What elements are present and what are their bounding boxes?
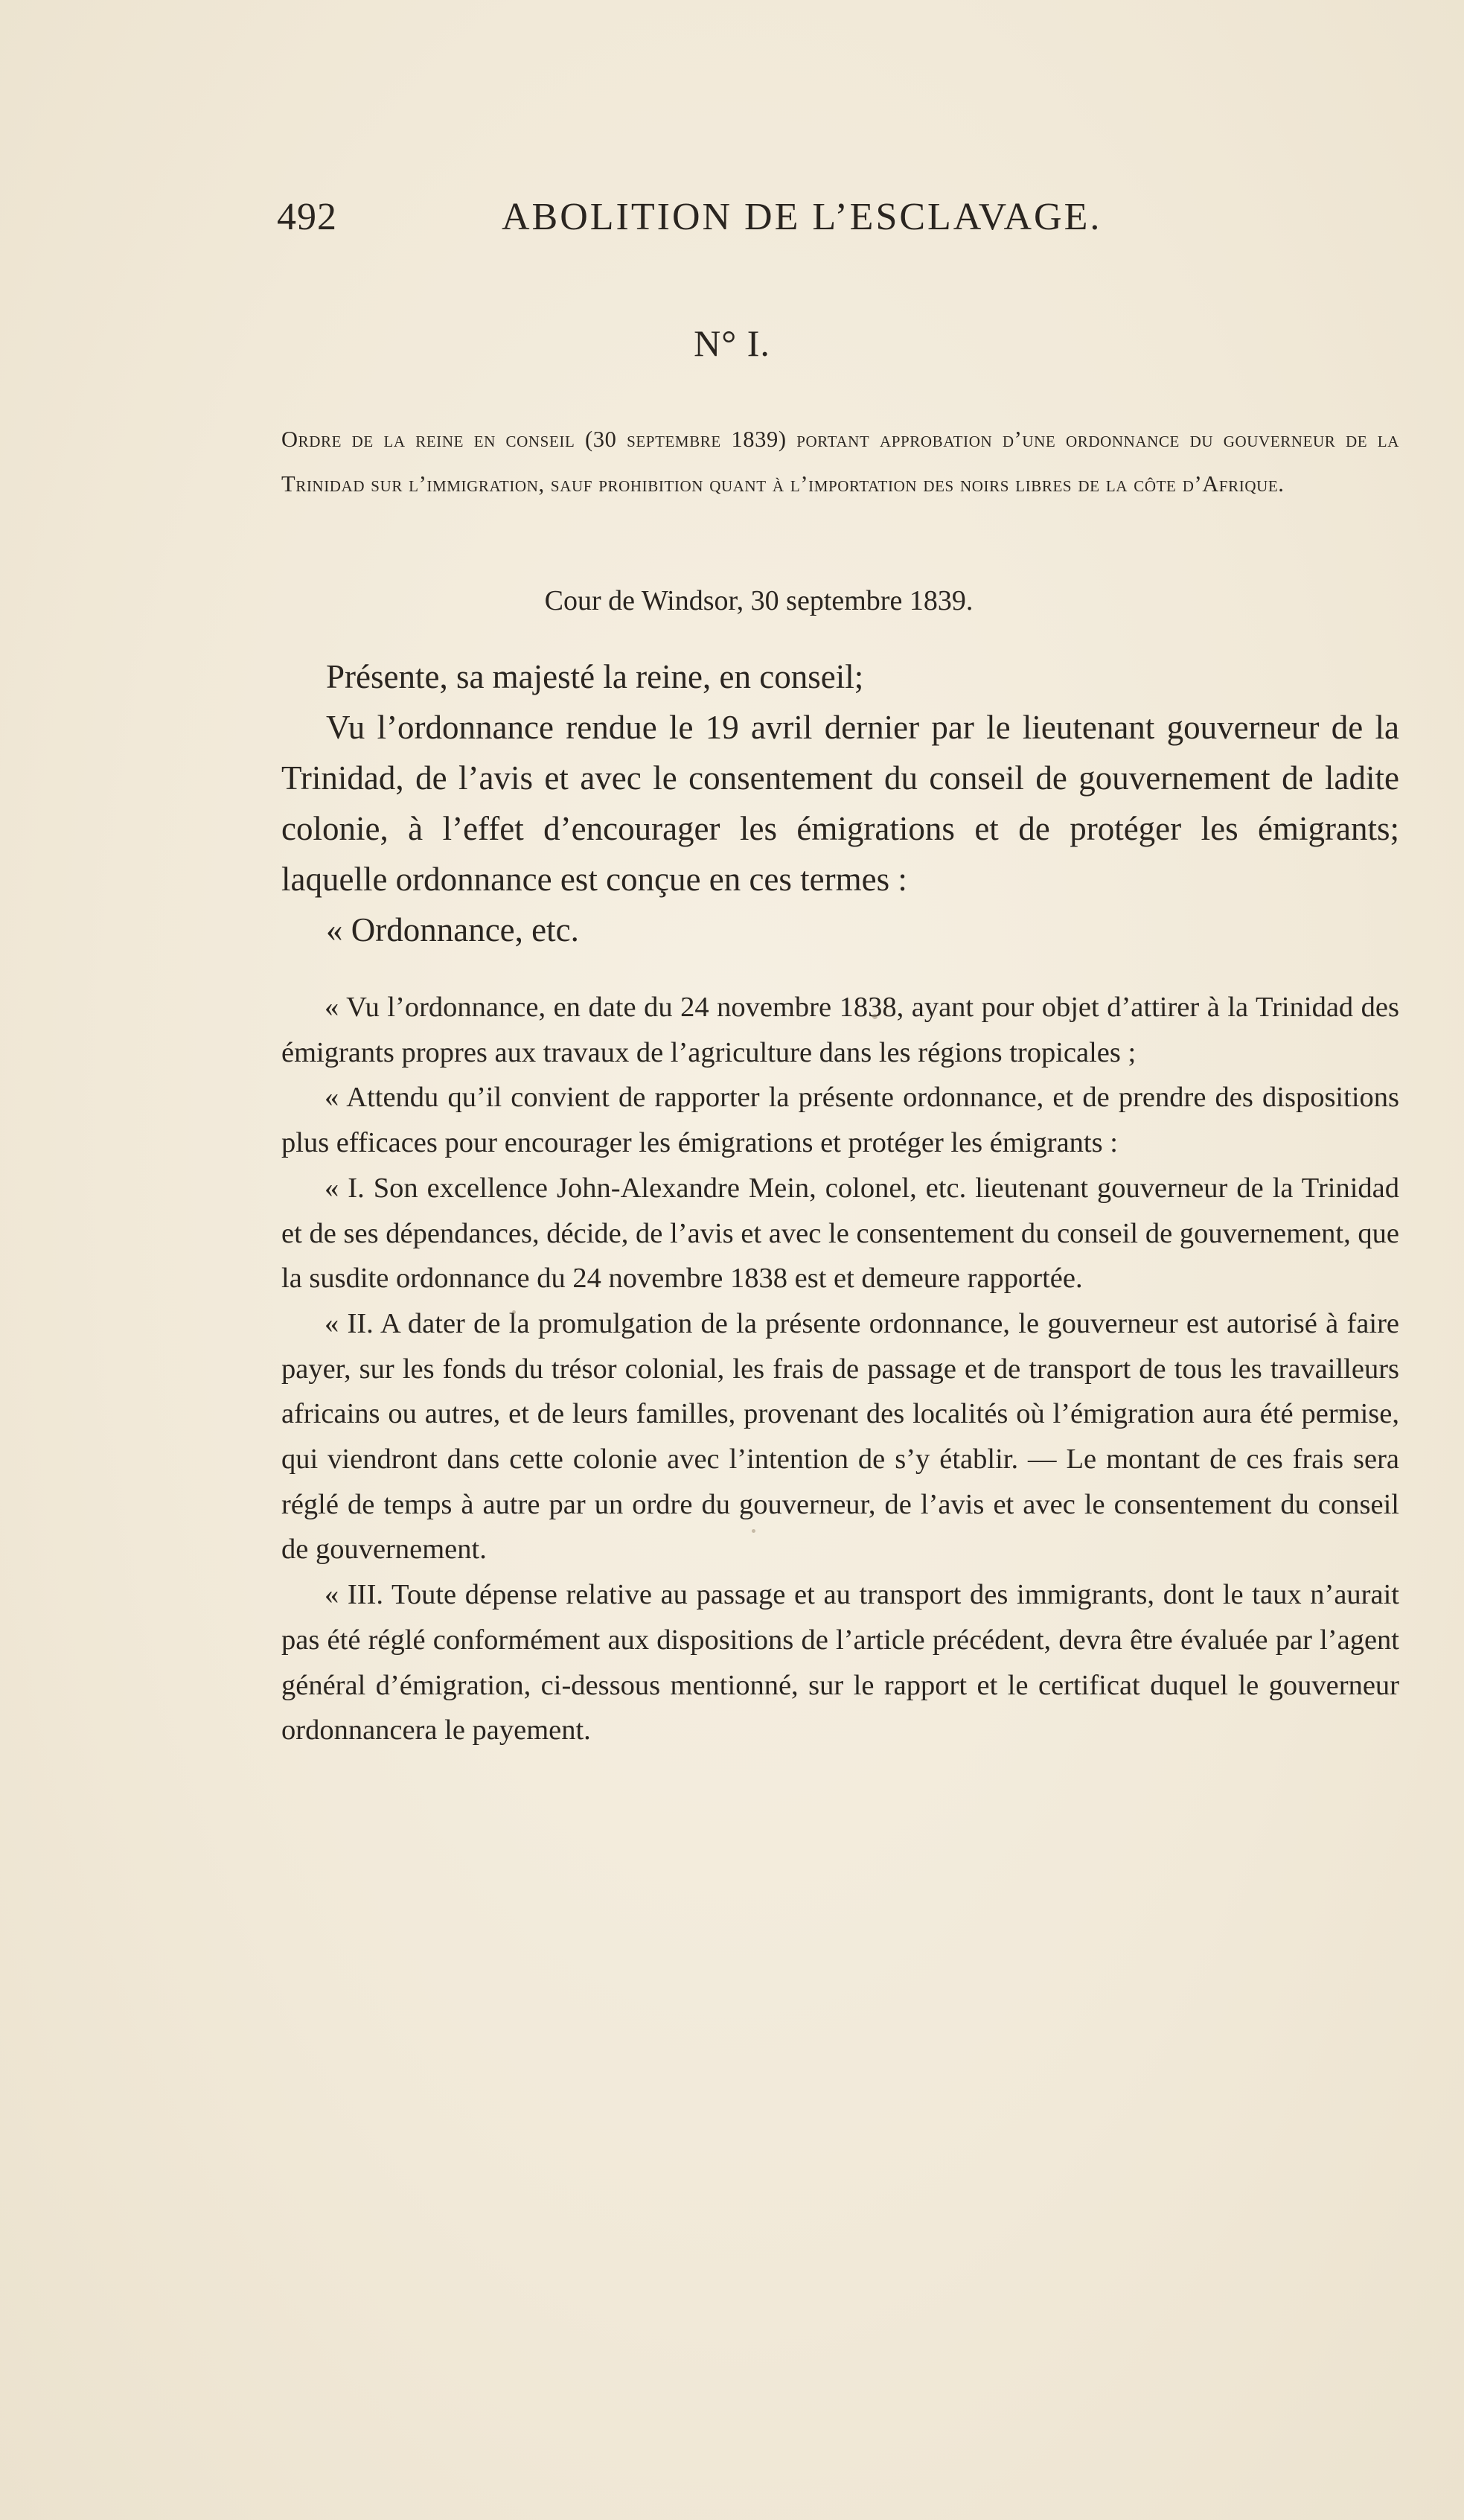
paper-speck xyxy=(872,1014,878,1019)
body-text xyxy=(281,651,1399,1753)
ordinance-paragraph: « II. A dater de la promulgation de la présente ordonnance, le gouverneur est autorisé à faire payer, sur les fonds du trésor colonial, les frais de passage et de transport de tous les travailleurs africains ou autres, et de leurs familles, provenant des localités où l’émigration aura été permise, qui viendront dans cette colonie avec l’intention de s’y établir. — Le montant de ces frais sera réglé de temps à autre par un ordre du gouverneur, de l’avis et avec le consentement du conseil de gouvernement. xyxy=(281,1307,1399,1566)
ordinance-paragraph: « Vu l’ordonnance, en date du 24 novembre 1838, ayant pour objet d’attirer à la Trinidad des émigrants propres aux travaux de l’agriculture dans les régions tropicales ; xyxy=(281,992,1399,1068)
ordinance-paragraph: « Attendu qu’il convient de rapporter la présente ordonnance, et de prendre des dispositions plus efficaces pour encourager les émigrations et protéger les émigrants : xyxy=(281,1082,1399,1159)
document-title: Ordre de la reine en conseil (30 septembre 1839) portant approbation d’une ordonnance du gouverneur de la Trinidad sur l’immigration, sauf prohibition quant à l’importation des noirs libres de la côte d’Afrique. xyxy=(281,427,1399,497)
preamble-paragraph: « Ordonnance, etc. xyxy=(326,911,579,948)
preamble xyxy=(281,651,1399,955)
page-number: 492 xyxy=(277,196,337,238)
dateline: Cour de Windsor, 30 septembre 1839. xyxy=(544,585,974,616)
paper-speck xyxy=(512,1310,516,1314)
paper-speck xyxy=(752,1529,755,1533)
ordinance-paragraph: « I. Son excellence John-Alexandre Mein, colonel, etc. lieutenant gouverneur de la Trinidad et de ses dépendances, décide, de l’avis et avec le consentement du conseil de gouvernement, que la susdite ordonnance du 24 novembre 1838 est et demeure rapportée. xyxy=(281,1172,1399,1295)
page-header xyxy=(277,195,1244,255)
preamble-paragraph: Présente, sa majesté la reine, en conseil; xyxy=(326,658,864,695)
running-title: ABOLITION DE L’ESCLAVAGE. xyxy=(502,196,1102,238)
ordinance-text xyxy=(281,985,1399,1753)
ordinance-paragraph: « III. Toute dépense relative au passage et au transport des immigrants, dont le taux n’aurait pas été réglé conformément aux dispositions de l’article précédent, devra être évaluée par l’agent général d’émigration, ci-dessous mentionné, sur le rapport et le certificat duquel le gouverneur ordonnancera le payement. xyxy=(281,1579,1399,1747)
document-number: N° I. xyxy=(694,322,770,364)
preamble-paragraph: Vu l’ordonnance rendue le 19 avril dernier par le lieutenant gouverneur de la Trinidad, de l’avis et avec le consentement du conseil de gouvernement de ladite colonie, à l’effet d’encourager les émigrations et de protéger les émigrants; laquelle ordonnance est conçue en ces termes : xyxy=(281,709,1399,898)
